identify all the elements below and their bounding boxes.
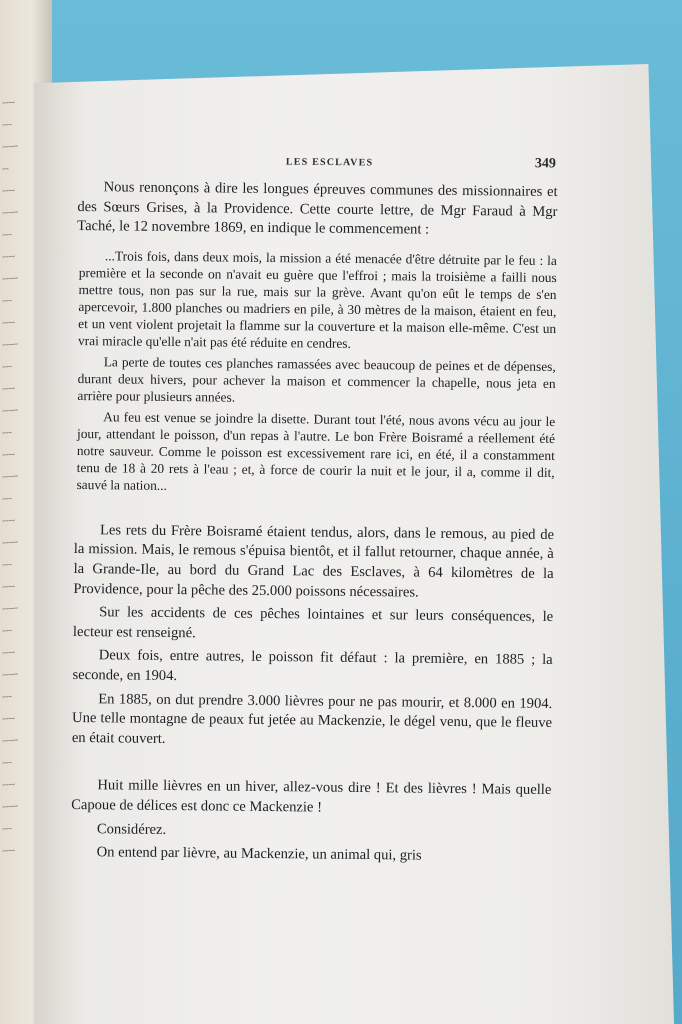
closing-paragraph: Huit mille lièvres en un hiver, allez-vous dire ! Et des lièvres ! Mais quelle Capoue de délices est donc ce Mackenzie ! [71,777,552,816]
facing-page-illegible-text: ⁠‑‑‑‑ ‑‑‑ ‑‑‑‑‑ ‑‑ ‑‑‑‑ ‑‑‑‑‑ ‑‑‑ ‑‑‑‑ ‑‑‑‑‑ ‑‑‑ ‑‑‑‑ ‑‑‑‑‑ ‑‑‑ ‑‑‑‑ ‑‑‑‑‑ ‑‑‑ ‑‑‑‑ ‑‑‑‑‑ ‑‑‑ ‑‑‑‑ ‑‑‑‑‑ ‑‑‑ ‑‑‑‑ ‑‑‑‑‑ ‑‑‑ ‑‑‑‑ ‑‑‑‑‑ ‑‑‑ ‑‑‑‑ ‑‑‑‑‑ ‑‑‑ ‑‑‑‑ ‑‑‑‑‑ ‑‑‑ ‑‑‑‑ [2,95,18,857]
page-content [71,152,558,868]
closing-paragraph: Considérez. [96,820,167,838]
intro-paragraph: Nous renonçons à dire les longues épreuves communes des missionnaires et des Sœurs Grises, à la Providence. Cette courte lettre, de Mgr Faraud à Mgr Taché, le 12 novembre 1869, en indique le commencement : [77,179,558,238]
body-paragraph: Deux fois, entre autres, le poisson fit défaut : la première, en 1885 ; la seconde, en 1904. [72,647,553,685]
quote-paragraph: ...Trois fois, dans deux mois, la mission a été menacée d'être détruite par le feu : la première et la seconde on n'avait eu guère que l'effroi ; mais la troisième a failli nous mettre tous, non pas sur la rue, mais sur la grève. Avant qu'on eût le temps de s'en apercevoir, 1.800 planches ou madriers en pile, à 30 mètres de la maison, étaient en feu, et un vent violent projetait la flamme sur la couverture et la maison elle-même. C'est un vrai miracle qu'elle n'ait pas été réduite en cendres. [77,248,557,351]
page-number: 349 [534,156,557,172]
body-paragraph: Sur les accidents de ces pêches lointaines et sur leurs conséquences, le lecteur est renseigné. [72,604,554,642]
running-head-title: LES ESCLAVES [285,156,374,169]
body-paragraph: En 1885, on dut prendre 3.000 lièvres pour ne pas mourir, et 8.000 en 1904. Une telle montagne de peaux fut jetée au Mackenzie, le dégel venu, que le fleuve en était couvert. [71,690,553,747]
quote-paragraph: La perte de toutes ces planches ramassées avec beaucoup de peines et de dépenses, durant deux hivers, pour achever la maison et commencer la chapelle, nous jeta en arrière pour plusieurs années. [77,354,556,405]
closing-paragraph: On entend par lièvre, au Mackenzie, un animal qui, gris [96,844,422,864]
quote-paragraph: Au feu est venue se joindre la disette. Durant tout l'été, nous avons vécu au jour le jour, attendant le poisson, d'un repas à l'autre. Le bon Frère Boisramé a réellement été notre sauveur. Comme le poisson est excessivement rare ici, en été, il a constamment tenu de 18 à 20 rets à l'eau ; et, à force de courir la nuit et le jour, il a, comme il dit, sauvé la nation... [76,409,556,493]
quoted-letter [74,247,557,498]
body-paragraph: Les rets du Frère Boisramé étaient tendus, alors, dans le remous, au pied de la mission. Mais, le remous s'épuisa bientôt, et il fallut retourner, chaque année, à la Grande-Ile, au bord du Grand Lac des Esclaves, à 64 kilomètres de la Providence, pour la pêche des 25.000 poissons nécessaires. [73,522,555,601]
